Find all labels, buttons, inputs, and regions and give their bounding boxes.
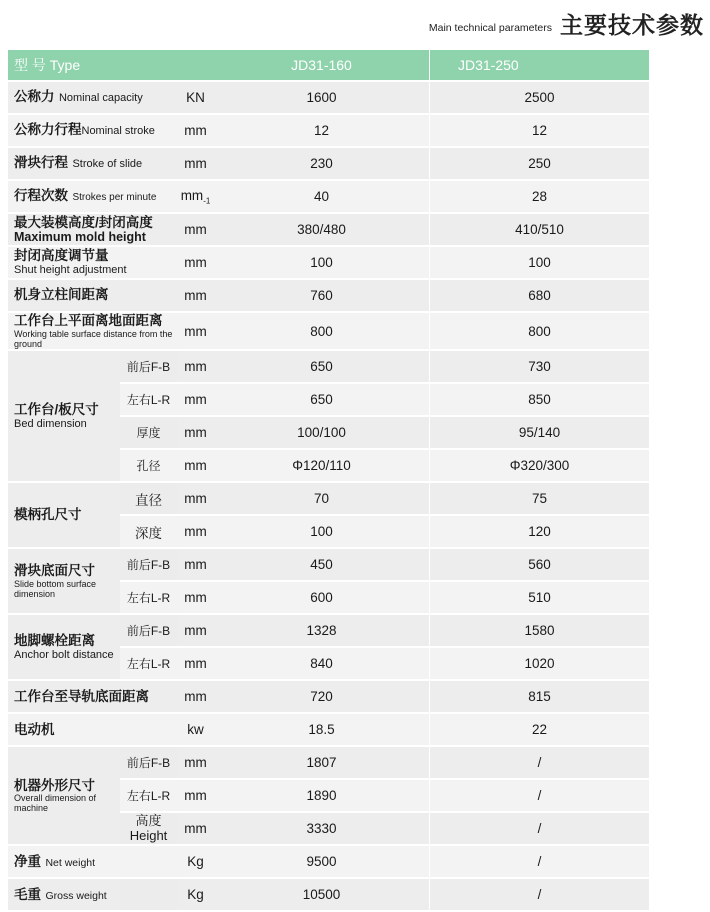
table-row xyxy=(8,247,649,280)
row-label-en: Shut height adjustment xyxy=(14,263,127,276)
value-model-2: 1020 xyxy=(430,648,649,681)
value-model-1: 3330 xyxy=(214,813,430,846)
sub-label: 前后F-B xyxy=(120,351,177,384)
value-model-1: 760 xyxy=(214,280,430,313)
model-2-header: JD31-250 xyxy=(430,50,649,82)
value-model-1: 600 xyxy=(214,582,430,615)
value-model-1: 800 xyxy=(214,313,430,351)
unit-cell: mm xyxy=(177,450,214,483)
unit-cell: mm xyxy=(177,648,214,681)
value-model-1: 70 xyxy=(214,483,430,516)
sub-label: 左右L-R xyxy=(120,582,177,615)
value-model-2: 560 xyxy=(430,549,649,582)
value-model-2: / xyxy=(430,747,649,780)
value-model-2: / xyxy=(430,846,649,879)
value-model-1: 100 xyxy=(214,516,430,549)
row-label-en: Stroke of slide xyxy=(72,158,143,171)
table-row xyxy=(8,351,649,384)
unit-cell: mm xyxy=(177,813,214,846)
table-row xyxy=(8,280,649,313)
row-label-en: Overall dimension of machine xyxy=(14,793,97,814)
row-label-cn: 机身立柱间距离 xyxy=(14,287,109,303)
unit-cell: $mm_{-1}$ xyxy=(177,181,214,214)
unit-cell: Kg xyxy=(177,879,214,912)
value-model-1: 18.5 xyxy=(214,714,430,747)
value-model-2: 815 xyxy=(430,681,649,714)
unit-cell: mm xyxy=(177,516,214,549)
row-label-cn: 公称力 xyxy=(14,89,55,105)
table-header-row xyxy=(8,50,649,82)
value-model-2: 75 xyxy=(430,483,649,516)
unit-cell: mm xyxy=(177,247,214,280)
sub-label: 高度 Height xyxy=(120,813,177,846)
sub-label: 前后F-B xyxy=(120,615,177,648)
unit-cell: mm xyxy=(177,313,214,351)
row-label-cn: 最大装模高度/封闭高度 xyxy=(14,214,153,230)
value-model-1: 1890 xyxy=(214,780,430,813)
sub-label: 深度 xyxy=(120,516,177,549)
unit-cell: mm xyxy=(177,549,214,582)
unit-cell: Kg xyxy=(177,846,214,879)
value-model-1: 9500 xyxy=(214,846,430,879)
unit-cell: mm xyxy=(177,351,214,384)
value-model-1: Φ120/110 xyxy=(214,450,430,483)
sub-label: 直径 xyxy=(120,483,177,516)
table-row xyxy=(8,82,649,115)
value-model-2: 510 xyxy=(430,582,649,615)
row-label-en: Strokes per minute xyxy=(72,192,157,204)
value-model-2: 120 xyxy=(430,516,649,549)
value-model-2: 250 xyxy=(430,148,649,181)
value-model-1: 1807 xyxy=(214,747,430,780)
table-row xyxy=(8,181,649,214)
value-model-2: 12 xyxy=(430,115,649,148)
row-label-cn: 行程次数 xyxy=(14,188,68,204)
value-model-2: 22 xyxy=(430,714,649,747)
value-model-1: 650 xyxy=(214,384,430,417)
value-model-2: 680 xyxy=(430,280,649,313)
row-label-en: Gross weight xyxy=(45,889,107,902)
row-label-en: Slide bottom surface dimension xyxy=(14,578,97,599)
unit-cell: mm xyxy=(177,780,214,813)
table-row xyxy=(8,879,649,912)
type-header: 型 号 Type xyxy=(8,50,214,82)
unit-cell: mm xyxy=(177,115,214,148)
value-model-2: 100 xyxy=(430,247,649,280)
row-label-cn: 毛重 xyxy=(14,886,41,902)
value-model-1: 1600 xyxy=(214,82,430,115)
value-model-2: / xyxy=(430,879,649,912)
value-model-1: 100/100 xyxy=(214,417,430,450)
value-model-2: 730 xyxy=(430,351,649,384)
unit-cell: mm xyxy=(177,417,214,450)
value-model-2: Φ320/300 xyxy=(430,450,649,483)
row-label-cn: 净重 xyxy=(14,853,41,869)
row-label-en: Net weight xyxy=(45,856,96,869)
sub-label: 厚度 xyxy=(120,417,177,450)
value-model-1: 10500 xyxy=(214,879,430,912)
row-label-cn: 工作台上平面离地面距离 xyxy=(14,313,163,328)
value-model-2: 1580 xyxy=(430,615,649,648)
unit-cell: mm xyxy=(177,615,214,648)
table-row xyxy=(8,483,649,516)
unit-cell: kw xyxy=(177,714,214,747)
row-label-en: Anchor bolt distance xyxy=(14,648,114,661)
table-row xyxy=(8,846,649,879)
table-row xyxy=(8,714,649,747)
unit-cell: mm xyxy=(177,280,214,313)
parameters-table xyxy=(8,50,649,912)
page-title-block xyxy=(429,8,704,40)
unit-cell: mm xyxy=(177,747,214,780)
table-row xyxy=(8,313,649,351)
value-model-2: / xyxy=(430,813,649,846)
sub-label: 左右L-R xyxy=(120,384,177,417)
sub-label: 左右L-R xyxy=(120,780,177,813)
unit-cell: mm xyxy=(177,214,214,247)
value-model-1: 720 xyxy=(214,681,430,714)
table-row xyxy=(8,747,649,780)
unit-cell: mm xyxy=(177,148,214,181)
row-label-cn: 公称力行程 xyxy=(14,122,82,138)
value-model-1: 650 xyxy=(214,351,430,384)
title-chinese: 主要技术参数 xyxy=(560,12,704,38)
sub-label: 前后F-B xyxy=(120,747,177,780)
unit-cell: mm xyxy=(177,582,214,615)
value-model-1: 12 xyxy=(214,115,430,148)
row-label-en: Maximum mold height xyxy=(14,230,146,245)
table-row xyxy=(8,214,649,247)
value-model-2: 850 xyxy=(430,384,649,417)
table-row xyxy=(8,148,649,181)
row-label-cn: 工作台至导轨底面距离 xyxy=(14,688,149,704)
table-row xyxy=(8,549,649,582)
row-label-en: Nominal capacity xyxy=(58,92,143,105)
sub-label: 前后F-B xyxy=(120,549,177,582)
row-label-cn: 滑块行程 xyxy=(14,155,68,171)
row-label-cn: 工作台/板尺寸 xyxy=(14,402,99,418)
value-model-1: 380/480 xyxy=(214,214,430,247)
row-label-cn: 机器外形尺寸 xyxy=(14,777,95,793)
unit-cell: mm xyxy=(177,384,214,417)
value-model-2: / xyxy=(430,780,649,813)
value-model-1: 230 xyxy=(214,148,430,181)
value-model-2: 410/510 xyxy=(430,214,649,247)
value-model-2: 95/140 xyxy=(430,417,649,450)
row-label-en: Bed dimension xyxy=(14,417,87,430)
unit-cell: mm xyxy=(177,483,214,516)
row-label-cn: 地脚螺栓距离 xyxy=(14,633,95,649)
row-label-cn: 模柄孔尺寸 xyxy=(14,507,82,522)
sub-label: 左右L-R xyxy=(120,648,177,681)
table-row xyxy=(8,615,649,648)
row-label-cn: 电动机 xyxy=(14,721,55,737)
value-model-1: 450 xyxy=(214,549,430,582)
row-label-cn: 滑块底面尺寸 xyxy=(14,563,95,579)
unit-cell: KN xyxy=(177,82,214,115)
value-model-1: 840 xyxy=(214,648,430,681)
value-model-1: 100 xyxy=(214,247,430,280)
table-row xyxy=(8,115,649,148)
sub-label: 孔径 xyxy=(120,450,177,483)
table-row xyxy=(8,681,649,714)
value-model-2: 28 xyxy=(430,181,649,214)
row-label-cn: 封闭高度调节量 xyxy=(14,248,109,264)
value-model-1: 1328 xyxy=(214,615,430,648)
row-label-en: Working table surface distance from the ground xyxy=(14,328,173,349)
model-1-header: JD31-160 xyxy=(214,50,430,82)
value-model-1: 40 xyxy=(214,181,430,214)
value-model-2: 800 xyxy=(430,313,649,351)
row-label-en: Nominal stroke xyxy=(81,125,155,138)
title-english: Main technical parameters xyxy=(428,22,552,34)
value-model-2: 2500 xyxy=(430,82,649,115)
unit-cell: mm xyxy=(177,681,214,714)
